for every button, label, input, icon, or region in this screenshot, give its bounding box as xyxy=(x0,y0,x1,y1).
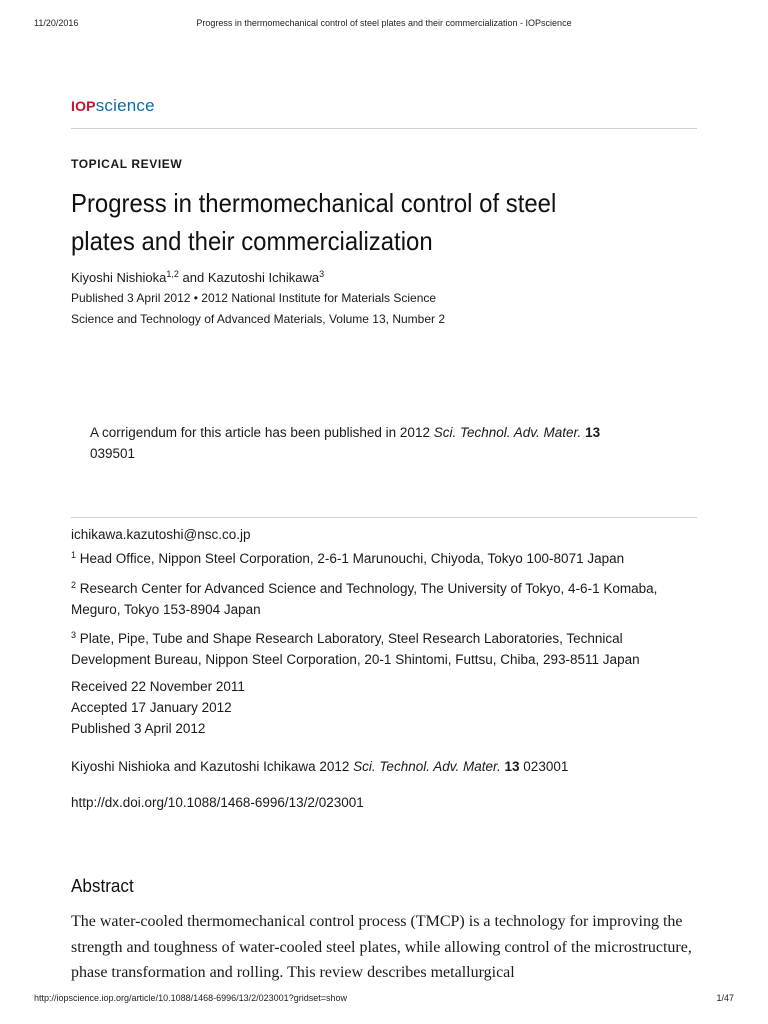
author-list xyxy=(71,269,324,285)
history-dates xyxy=(71,676,701,739)
author-affiliation-sup: 3 xyxy=(319,269,325,279)
article-type-label: TOPICAL REVIEW xyxy=(71,157,183,171)
affiliation-number: 2 xyxy=(71,580,77,590)
corrigendum-number[interactable]: 039501 xyxy=(90,446,136,461)
corrigendum-notice xyxy=(90,422,670,464)
affiliation-text: Head Office, Nippon Steel Corporation, 2-6-1 Marunouchi, Chiyoda, Tokyo 100-8071 Japan xyxy=(79,551,625,566)
affiliation-3 xyxy=(71,625,701,670)
article-title: Progress in thermomechanical control of steel plates and their commercialization xyxy=(71,188,557,256)
author-affiliation-sup: 1,2 xyxy=(166,269,179,279)
abstract-text: The water-cooled thermomechanical control process (TMCP) is a technology for improving the strength and toughness of water-cooled steel plates, while allowing control of the microstructure, phase transformation and rolling. This review describes metallurgical xyxy=(71,913,692,981)
affiliation-number: 1 xyxy=(71,550,77,560)
print-page-number: 1/47 xyxy=(716,993,734,1003)
journal-line[interactable]: Science and Technology of Advanced Materials, Volume 13, Number 2 xyxy=(71,312,446,326)
logo-iop: IOP xyxy=(71,98,96,114)
affiliation-text: Plate, Pipe, Tube and Shape Research Laboratory, Steel Research Laboratories, Technical Development Bureau, Nippon Steel Corporation, 20-1 Shintomi, Futtsu, Chiba, 293-8511 Japan xyxy=(71,631,640,667)
section-divider xyxy=(71,517,697,518)
corrigendum-volume[interactable]: 13 xyxy=(585,425,601,440)
affiliation-2 xyxy=(71,575,701,620)
abstract-heading: Abstract xyxy=(71,876,134,896)
received-date: Received 22 November 2011 xyxy=(71,679,245,694)
citation-journal: Sci. Technol. Adv. Mater. xyxy=(353,759,501,774)
affiliation-1 xyxy=(71,545,701,569)
citation-authors: Kiyoshi Nishioka and Kazutoshi Ichikawa 2012 xyxy=(71,759,354,774)
corrigendum-text: A corrigendum for this article has been published in 2012 xyxy=(90,425,434,440)
print-page-title: Progress in thermomechanical control of steel plates and their commercialization - IOPscience xyxy=(196,18,572,28)
published-date: Published 3 April 2012 xyxy=(71,721,206,736)
corrigendum-journal[interactable]: Sci. Technol. Adv. Mater. xyxy=(433,425,582,440)
doi-link[interactable]: http://dx.doi.org/10.1088/1468-6996/13/2/023001 xyxy=(71,795,364,810)
author-link[interactable]: Kiyoshi Nishioka xyxy=(71,270,167,285)
accepted-date: Accepted 17 January 2012 xyxy=(71,700,232,715)
affiliation-text: Research Center for Advanced Science and Technology, The University of Tokyo, 4-6-1 Komaba, Meguro, Tokyo 153-8904 Japan xyxy=(71,581,658,617)
header-divider xyxy=(71,128,697,129)
citation-line xyxy=(71,756,701,777)
print-url: http://iopscience.iop.org/article/10.1088/1468-6996/13/2/023001?gridset=show xyxy=(34,993,347,1003)
logo-science: science xyxy=(95,96,155,115)
published-line: Published 3 April 2012 • 2012 National Institute for Materials Science xyxy=(71,291,437,305)
citation-volume: 13 xyxy=(504,759,520,774)
print-date: 11/20/2016 xyxy=(34,18,79,28)
author-separator: and xyxy=(178,270,208,285)
corresponding-email[interactable]: ichikawa.kazutoshi@nsc.co.jp xyxy=(71,527,251,542)
iopscience-logo[interactable] xyxy=(71,96,155,116)
affiliation-number: 3 xyxy=(71,630,77,640)
citation-number: 023001 xyxy=(519,759,569,774)
author-link[interactable]: Kazutoshi Ichikawa xyxy=(207,270,320,285)
